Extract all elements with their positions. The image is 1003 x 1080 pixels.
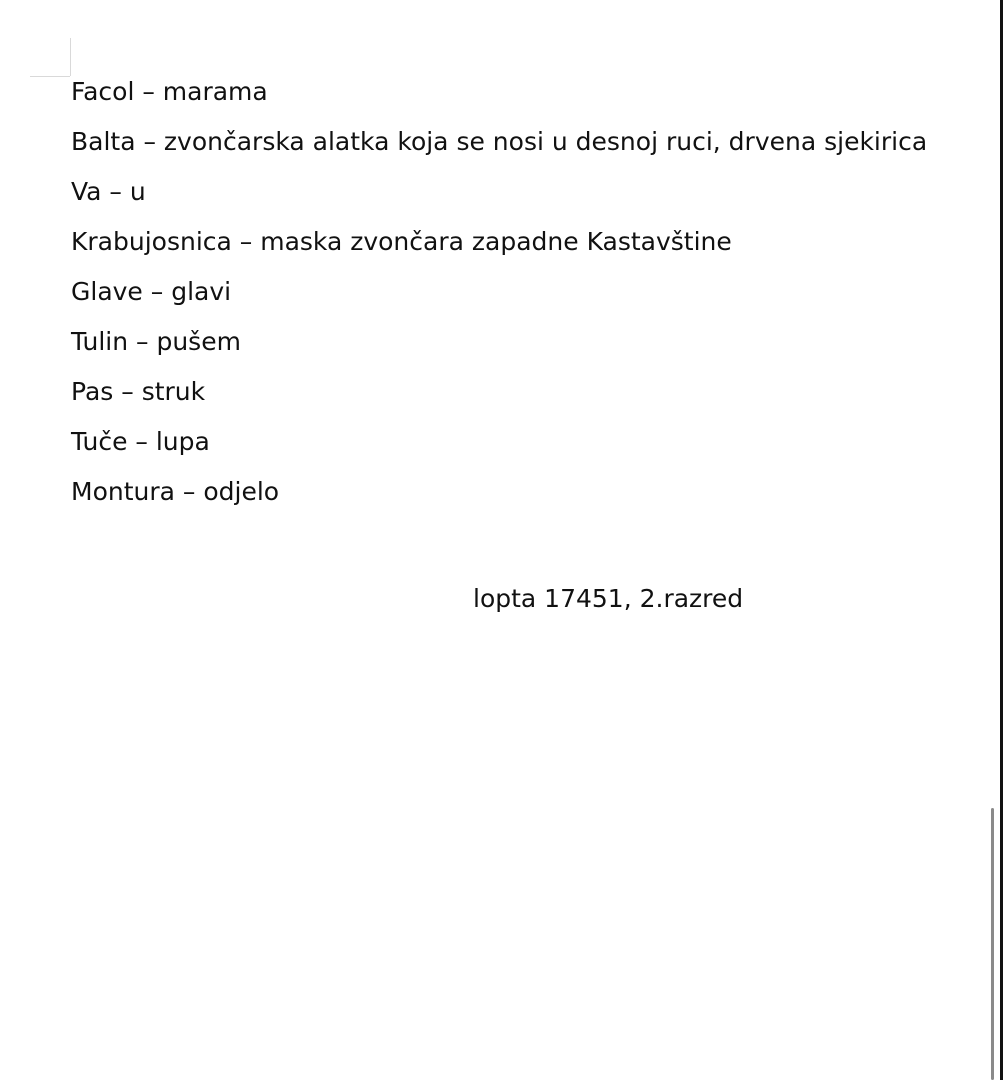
glossary-entry-balta: Balta – zvončarska alatka koja se nosi u desnoj ruci, drvena sjekirica [71,127,928,156]
glossary-entry-krabujosnica: Krabujosnica – maska zvončara zapadne Kastavštine [71,227,732,256]
glossary-list [71,72,927,522]
glossary-entry-tulin: Tulin – pušem [71,327,241,356]
page-corner-mark-horizontal [30,76,70,77]
glossary-entry-pas: Pas – struk [71,377,206,406]
page-corner-mark-vertical [70,38,71,76]
glossary-entry-facol: Facol – marama [71,77,268,106]
glossary-entry-tuce: Tuče – lupa [71,427,210,456]
glossary-entry-montura: Montura – odjelo [71,477,280,506]
glossary-entry-glave: Glave – glavi [71,277,232,306]
glossary-entry-va: Va – u [71,177,146,206]
vertical-scrollbar[interactable] [991,808,994,1080]
author-signature: lopta 17451, 2.razred [473,584,744,613]
